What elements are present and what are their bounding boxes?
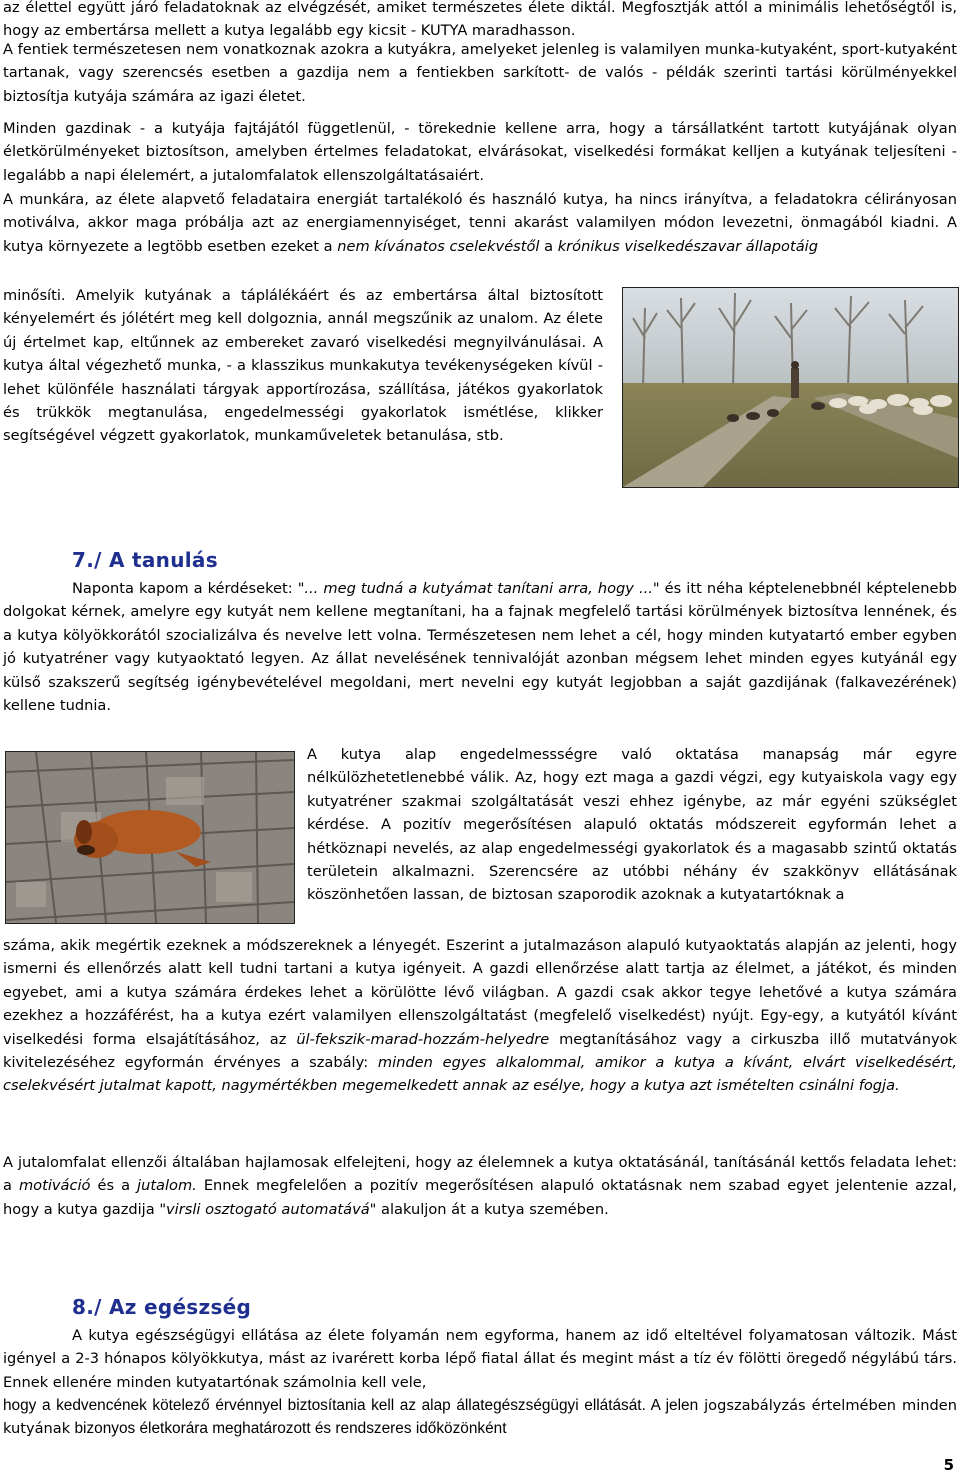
intro-paragraph-continuation: az élettel együtt járó feladatoknak az elvégzését, amiket természetes élete diktál. Megfosztják attól a minimális lehetőségtől is, hogy az embertársa mellett a kutya legalább egy kicsit - KUTYA maradhasson. xyxy=(3,0,957,40)
paragraph-mandatory-care: hogy a kedvencének kötelező érvénnyel biztosítania kell az alap állategészségügyi ellátását. A jelen jogszabályzás értelmében minden kutyának bizonyos életkorára meghatározott és rendszeres időközönként xyxy=(3,1397,957,1438)
section-8-heading: 8./ Az egészség xyxy=(72,1295,252,1319)
paragraph-working-dogs: A fentiek természetesen nem vonatkoznak azokra a kutyákra, amelyeket jelenleg is valamilyen munka-kutyaként, sport-kutyaként tartanak, vagy szerencsés esetben a gazdija nem a fentiekben sarkított- de valós - példák szerinti tartási körülményekkel biztosítja kutyája számára az igazi életet. xyxy=(3,41,957,105)
paragraph-every-owner: Minden gazdinak - a kutyája fajtájától függetlenül, - törekednie kellene arra, hogy a társállatként tartott kutyájának olyan életkörülményeket biztosítson, amelyben értelmes feladatokat, elvárásokat, viselkedési formákat kelljen a kutyának teljesíteni - legalább a napi élelemért, a jutalomfalatok ellenszolgáltatásaiért. xyxy=(3,120,957,184)
paragraph-health: A kutya egészségügyi ellátása az élete folyamán nem egyforma, hanem az idő elteltével folyamatosan változik. Mást igényel a 2-3 hónapos kölyökkutya, mást az ivarérett korba lépő fiatal állat és megint mást a tíz év fölötti öregedő négylábú társ. Ennek ellenére minden kutyatartónak számolnia kell vele, xyxy=(3,1327,957,1391)
paragraph-energy: A munkára, az élete alapvető feladataira energiát tartalékoló és használó kutya, ha nincs irányítva, a feladatokra célirányosan motiválva, akkor maga próbálja azt az energiamennyiséget, tenni akarást valamilyen módon levezetni, önmagából kiadni. A kutya környezete a legtöbb esetben ezeket a nem kívánatos cselekvéstől a krónikus viselkedészavar állapotáig xyxy=(3,191,957,255)
sheep-herding-photo xyxy=(622,287,959,488)
paragraph-treats: A jutalomfalat ellenzői általában hajlamosak elfelejteni, hogy az élelemnek a kutya oktatásánál, tanításánál kettős feladata lehet: a motiváció és a jutalom. Ennek megfelelően a pozitív megerősítésen alapuló oktatásnak nem szabad egyet jelentenie azzal, hogy a kutya gazdija "virsli osztogató automatává" alakuljon át a kutya szemében. xyxy=(3,1154,957,1218)
paragraph-questions: Naponta kapom a kérdéseket: "... meg tudná a kutyámat tanítani arra, hogy ..." és itt néha képtelenebbnél képtelenebb dolgokat kérnek, amelyre egy kutyát nem kellene megtanítani, ha a fajnak megfelelő tartási körülmények biztosítva lennének, és a kutya kölyökkorától szocializálva és nevelve lett volna. Természetesen nem lehet a cél, hogy minden kutyatartó ember egyben jó kutyatréner vagy kutyaoktató legyen. Az állat nevelésének tennivalóját azonban mégsem lehet minden egyes kutyánál egy külső szakszerű segítség igénybevételével megoldani, mert nevelni egy kutyát legjobban a saját gazdijának (falkavezérének) kellene tudnia. xyxy=(3,580,957,715)
dog-on-pavement-image xyxy=(6,752,294,923)
paragraph-reward-method: száma, akik megértik ezeknek a módszereknek a lényegét. Eszerint a jutalmazáson alapuló kutyaoktatás alapján az jelenti, hogy ismerni és ellenőrzés alatt kell tudni tartani a kutya igényeit. A gazdi ellenőrzése alatt tartja az élelmet, a játékot, és minden egyebet, ami a kutya számára érdekes lehet a körülötte lévő világban. A gazdi csak akkor tegye lehetővé a kutya számára ezekhez a hozzáférést, ha a kutya ezért valamilyen ellenszolgáltatást (megfelelő viselkedést) nyújt. Egy-egy, a kutyától kívánt viselkedési forma elsajátításához, az ül-fekszik-marad-hozzám-helyedre megtanításához vagy a cirkuszba illő mutatványok kivitelezéséhez egyformán érvényes a szabály: minden egyes alkalommal, amikor a kutya a kívánt, elvárt viselkedésért, cselekvésért jutalmat kapott, nagymértékben megemelkedett annak az esélye, hogy a kutya azt ismételten csinálni fogja. xyxy=(3,937,958,1095)
paragraph-work-types: minősíti. Amelyik kutyának a táplálékáért és az embertársa által biztosított kényelemért és jólétért meg kell dolgoznia, annál megszűnik az unalom. Az élete új értelmet kap, eltűnnek az embereket zavaró viselkedési megnyilvánulásai. A kutya által végezhető munka, - a klasszikus munkakutya tevékenységeken kívül - lehet különféle használati tárgyak apportírozása, szállítása, játékos gyakorlatok és trükkök megtanulása, engedelmességi gyakorlatok ismétlése, klikker segítségével végzett gyakorlatok, munkaműveletek betanulása, stb. xyxy=(3,287,603,445)
page-number: 5 xyxy=(943,1456,954,1474)
dog-photo xyxy=(5,751,295,924)
paragraph-obedience: A kutya alap engedelmessségre való oktatása manapság már egyre nélkülözhetetlenebbé válik. Az, hogy ezt maga a gazdi végzi, egy kutyaiskola vagy egy kutyatréner szakmai szolgáltatását veszi ehhez igénybe, az már egyéni szükséglet kérdése. A pozitív megerősítésen alapuló oktatás módszereit egyformán lehet a hétköznapi nevelés, az alap engedelmességi gyakorlatok és a magasabb szintű oktatás területein alkalmazni. Szerencsére az utóbbi néhány év szakkönyv ellátásának köszönhetően lassan, de biztosan szaporodik azoknak a kutyatartóknak a xyxy=(307,746,957,904)
section-7-heading: 7./ A tanulás xyxy=(72,548,218,572)
sheep-herding-image xyxy=(623,288,958,487)
